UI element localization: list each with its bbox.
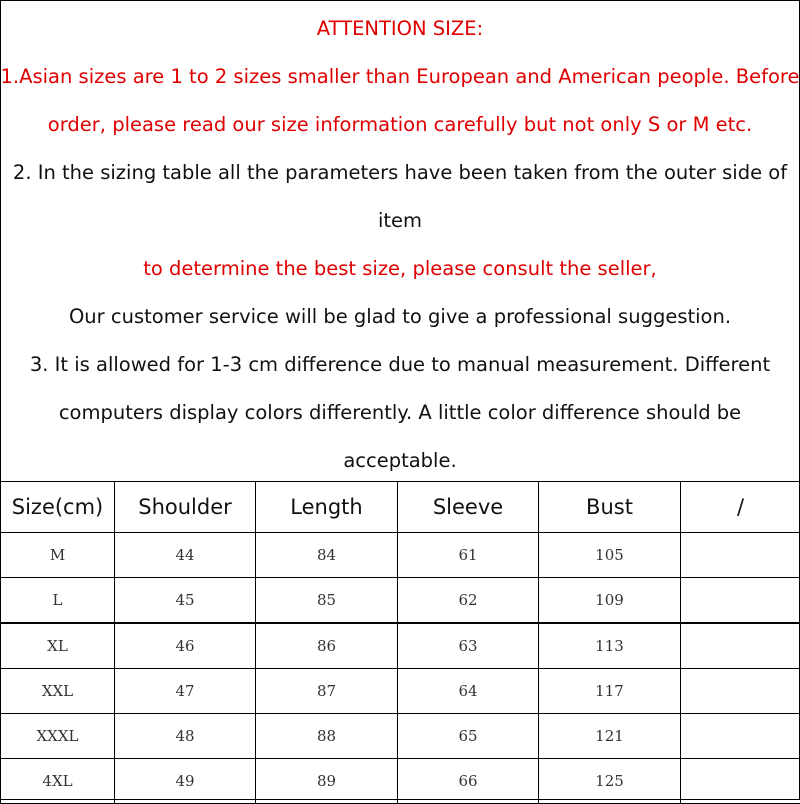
- header-size: Size(cm): [1, 482, 115, 533]
- cell-length: 86: [256, 623, 398, 669]
- table-row: [1, 533, 800, 578]
- notice-line: Our customer service will be glad to give a professional suggestion.: [0, 305, 800, 329]
- header-bust: Bust: [539, 482, 681, 533]
- cell-extra: [681, 714, 800, 759]
- notice-line: 2. In the sizing table all the parameters have been taken from the outer side of: [0, 161, 800, 185]
- cell-shoulder: 46: [115, 623, 256, 669]
- cell-size: L: [1, 578, 115, 624]
- header-shoulder: Shoulder: [115, 482, 256, 533]
- cell-bust: 109: [539, 578, 681, 624]
- table-row: [1, 623, 800, 669]
- cell-sleeve: 61: [398, 533, 539, 578]
- header-sleeve: Sleeve: [398, 482, 539, 533]
- notice-line: computers display colors differently. A little color difference should be: [0, 401, 800, 425]
- table-header-row: [1, 482, 800, 533]
- cell-size: XL: [1, 623, 115, 669]
- notice-line: to determine the best size, please consult the seller,: [0, 257, 800, 281]
- cell-extra: [681, 623, 800, 669]
- cell-sleeve: 64: [398, 669, 539, 714]
- cell-length: 85: [256, 578, 398, 624]
- cell-shoulder: 49: [115, 759, 256, 804]
- notice-line: item: [0, 209, 800, 233]
- cell-sleeve: 62: [398, 578, 539, 624]
- table-row: [1, 669, 800, 714]
- cell-sleeve: 63: [398, 623, 539, 669]
- cell-shoulder: 47: [115, 669, 256, 714]
- cell-length: 87: [256, 669, 398, 714]
- size-table: [0, 481, 800, 804]
- header-slash: /: [681, 482, 800, 533]
- cell-shoulder: 45: [115, 578, 256, 624]
- cell-extra: [681, 578, 800, 624]
- cell-extra: [681, 669, 800, 714]
- cell-bust: 117: [539, 669, 681, 714]
- notice-line: order, please read our size information carefully but not only S or M etc.: [0, 113, 800, 137]
- notice-line: 3. It is allowed for 1-3 cm difference due to manual measurement. Different: [0, 353, 800, 377]
- cell-bust: 105: [539, 533, 681, 578]
- cell-size: XXL: [1, 669, 115, 714]
- cell-size: 4XL: [1, 759, 115, 804]
- cell-bust: 121: [539, 714, 681, 759]
- cell-length: 84: [256, 533, 398, 578]
- cell-shoulder: 48: [115, 714, 256, 759]
- cell-bust: 125: [539, 759, 681, 804]
- cell-sleeve: 66: [398, 759, 539, 804]
- notice-line: acceptable.: [0, 449, 800, 473]
- cell-extra: [681, 759, 800, 804]
- header-length: Length: [256, 482, 398, 533]
- table-row: [1, 759, 800, 804]
- cell-size: XXXL: [1, 714, 115, 759]
- cell-sleeve: 65: [398, 714, 539, 759]
- cell-extra: [681, 533, 800, 578]
- cell-size: M: [1, 533, 115, 578]
- notice-line: 1.Asian sizes are 1 to 2 sizes smaller than European and American people. Before: [0, 65, 800, 89]
- notice-title: ATTENTION SIZE:: [0, 17, 800, 41]
- table-row: [1, 714, 800, 759]
- cell-bust: 113: [539, 623, 681, 669]
- cell-length: 89: [256, 759, 398, 804]
- cell-shoulder: 44: [115, 533, 256, 578]
- cell-length: 88: [256, 714, 398, 759]
- table-row: [1, 578, 800, 624]
